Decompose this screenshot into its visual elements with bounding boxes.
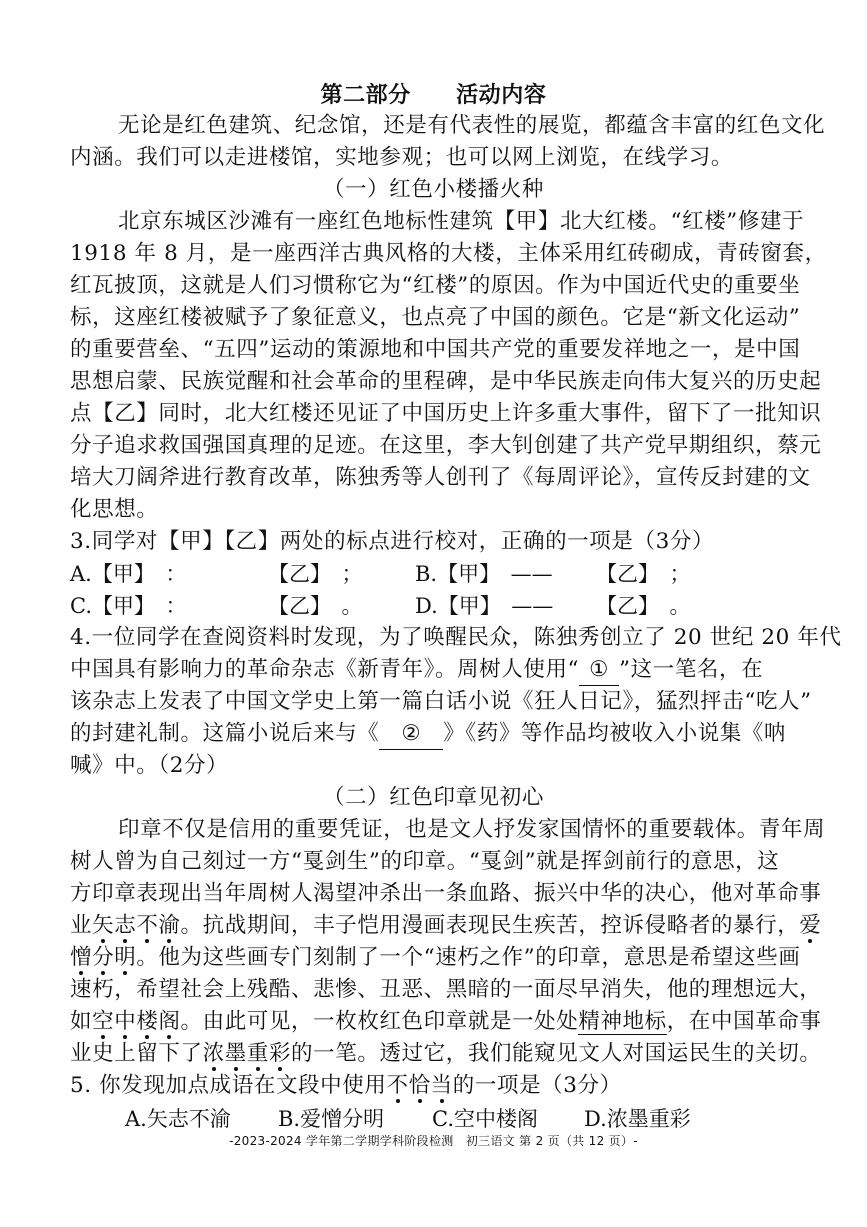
s2-line-7-text-a: 如	[70, 1009, 93, 1034]
q4-line-2-text-b: ”这一笔名，在	[619, 657, 764, 682]
emphasis-dot-char: 彩	[268, 1041, 292, 1066]
emphasis-dot-char: 中	[114, 1009, 137, 1034]
q4-line-2-text-a: 中国具有影响力的革命杂志《新青年》。周树人使用“	[70, 657, 580, 682]
emphasis-dot-char: 憎	[70, 945, 93, 970]
emphasis-dot-char: 重	[246, 1041, 269, 1066]
q5-option-c: C.空中楼阁	[432, 1107, 538, 1131]
q3-option-c-yi: 【乙】 。	[268, 594, 363, 618]
q5-stem-text-a: 5. 你发现加点成语在文段中使用	[70, 1073, 387, 1098]
emphasis-dot-char: 矢	[92, 913, 115, 938]
q4-line-4	[70, 719, 798, 750]
s1-line-7: 点【乙】同时，北大红楼还见证了中国历史上许多重大事件，留下了一批知识	[70, 401, 822, 426]
intro-line-1: 无论是红色建筑、纪念馆，还是有代表性的展览，都蕴含丰富的红色文化	[118, 113, 826, 138]
s2-line-7-text-b: 。由此可见，一枚枚红色印章就是一处处	[180, 1009, 579, 1034]
q4-blank-1: ①	[579, 655, 619, 686]
intro-line-2: 内涵。我们可以走进楼馆，实地参观；也可以网上浏览，在线学习。	[70, 145, 734, 170]
s1-line-4: 标，这座红楼被赋予了象征意义，也点亮了中国的颜色。它是“新文化运动”	[70, 305, 801, 330]
q4-line-4-text-a: 的封建礼制。这篇小说后来与《	[70, 721, 380, 746]
s2-line-3: 方印章表现出当年周树人渴望冲杀出一条血路、振兴中华的决心，他对革命事	[70, 881, 822, 906]
q5-option-a: A.矢志不渝	[125, 1107, 231, 1131]
emphasis-dot-char: 分	[92, 945, 115, 970]
emphasis-dot-char: 明	[114, 945, 137, 970]
section1-title: （一）红色小楼播火种	[322, 177, 544, 202]
q5-option-b: B.爱憎分明	[278, 1107, 385, 1131]
q5-stem	[70, 1071, 798, 1101]
s2-line-5	[70, 943, 801, 973]
idiom-nongmo-zhongcai	[203, 1041, 291, 1066]
emphasis-dot-char: 渝	[158, 913, 181, 938]
s1-line-5: 的重要营垒、“五四”运动的策源地和中国共产党的重要发祥地之一，是中国	[70, 337, 801, 362]
q3-option-b-yi: 【乙】 ；	[596, 562, 691, 586]
s2-line-7-text-c: ，在中国革命事	[666, 1009, 822, 1034]
s2-line-8-text-a: 业史上留下了	[70, 1041, 203, 1066]
emphasis-dot-char: 志	[114, 913, 137, 938]
s1-line-2: 1918 年 8 月，是一座西洋古典风格的大楼，主体采用红砖砌成，青砖窗套，	[70, 241, 827, 266]
emphasis-dot-char: 恰	[408, 1073, 431, 1098]
idiom-shizhi-buyu	[92, 913, 180, 938]
q4-line-5: 喊》中。（2分）	[70, 753, 229, 778]
s1-line-8: 分子追求救国强国真理的足迹。在这里，李大钊创建了共产党早期组织，蔡元	[70, 433, 822, 458]
s2-line-6: 速朽，希望社会上残酷、悲惨、丑恶、黑暗的一面尽早消失，他的理想远大，	[70, 977, 822, 1002]
q5-stem-dotted	[386, 1073, 452, 1098]
s1-line-3: 红瓦披顶，这就是人们习惯称它为“红楼”的原因。作为中国近代史的重要坐	[70, 273, 801, 298]
s2-line-8	[70, 1039, 822, 1069]
s2-line-7	[70, 1007, 822, 1037]
emphasis-dot-char: 浓	[202, 1041, 225, 1066]
s2-line-5-text: 。他为这些画专门刻制了一个“速朽之作”的印章，意思是希望这些画	[136, 945, 801, 970]
page-footer: -2023-2024 学年第二学期学科阶段检测 初三语文 第 2 页（共 12 页）-	[229, 1134, 638, 1148]
emphasis-dot-char: 空	[92, 1009, 115, 1034]
q3-option-a-yi: 【乙】 ；	[268, 562, 363, 586]
emphasis-dot-char: 爱	[799, 913, 822, 938]
emphasis-dot-char: 不	[136, 913, 159, 938]
idiom-kongzhong-louge	[92, 1009, 180, 1034]
q4-line-1: 4.一位同学在查阅资料时发现，为了唤醒民众，陈独秀创立了 20 世纪 20 年代	[70, 625, 842, 650]
q5-option-d: D.浓墨重彩	[584, 1107, 691, 1131]
s1-line-1: 北京东城区沙滩有一座红色地标性建筑【甲】北大红楼。“红楼”修建于	[118, 209, 805, 234]
s2-line-4-text-a: 业	[70, 913, 93, 938]
q4-line-3: 该杂志上发表了中国文学史上第一篇白话小说《狂人日记》，猛烈抨击“吃人”	[70, 689, 812, 714]
s1-line-10: 化思想。	[70, 497, 159, 522]
emphasis-dot-char: 不	[386, 1073, 409, 1098]
q4-line-4-text-b: 》《药》等作品均被收入小说集《呐	[443, 721, 787, 746]
q3-option-c-jia: C.【甲】 ：	[70, 594, 187, 618]
emphasis-dot-char: 当	[430, 1073, 453, 1098]
q3-option-b-jia: B.【甲】 ——	[415, 562, 553, 586]
q3-option-a-jia: A.【甲】 ：	[70, 562, 187, 586]
s2-line-4	[70, 911, 822, 941]
s2-line-4-text-b: 。抗战期间，丰子恺用漫画表现民生疾苦，控诉侵略者的暴行，	[180, 913, 800, 938]
idiom-aizeng-part-2	[70, 945, 136, 970]
emphasis-dot-char: 墨	[224, 1041, 247, 1066]
emphasis-dot-char: 楼	[136, 1009, 159, 1034]
q5-stem-text-b: 的一项是（3分）	[452, 1073, 622, 1098]
underlined-jingshen-dibiao: 精神地标	[578, 1009, 667, 1034]
s2-line-1: 印章不仅是信用的重要凭证，也是文人抒发家国情怀的重要载体。青年周	[118, 817, 826, 842]
s2-line-8-text-b: 的一笔。透过它，我们能窥见文人对国运民生的关切。	[291, 1041, 822, 1066]
part-heading: 第二部分 活动内容	[320, 82, 547, 108]
q4-line-2	[70, 655, 798, 686]
s1-line-9: 培大刀阔斧进行教育改革，陈独秀等人创刊了《每周评论》，宣传反封建的文	[70, 465, 811, 490]
s1-line-6: 思想启蒙、民族觉醒和社会革命的里程碑，是中华民族走向伟大复兴的历史起	[70, 369, 822, 394]
q3-option-d-jia: D.【甲】 ——	[415, 594, 554, 618]
section2-title: （二）红色印章见初心	[322, 785, 544, 810]
q3-option-d-yi: 【乙】 。	[596, 594, 691, 618]
q4-blank-2: ②	[379, 719, 443, 750]
q3-stem: 3.同学对【甲】【乙】两处的标点进行校对，正确的一项是（3分）	[70, 529, 715, 554]
s2-line-2: 树人曾为自己刻过一方“戛剑生”的印章。“戛剑”就是挥剑前行的意思，这	[70, 849, 780, 874]
emphasis-dot-char: 阁	[158, 1009, 181, 1034]
idiom-aizeng-part-1	[799, 913, 821, 938]
